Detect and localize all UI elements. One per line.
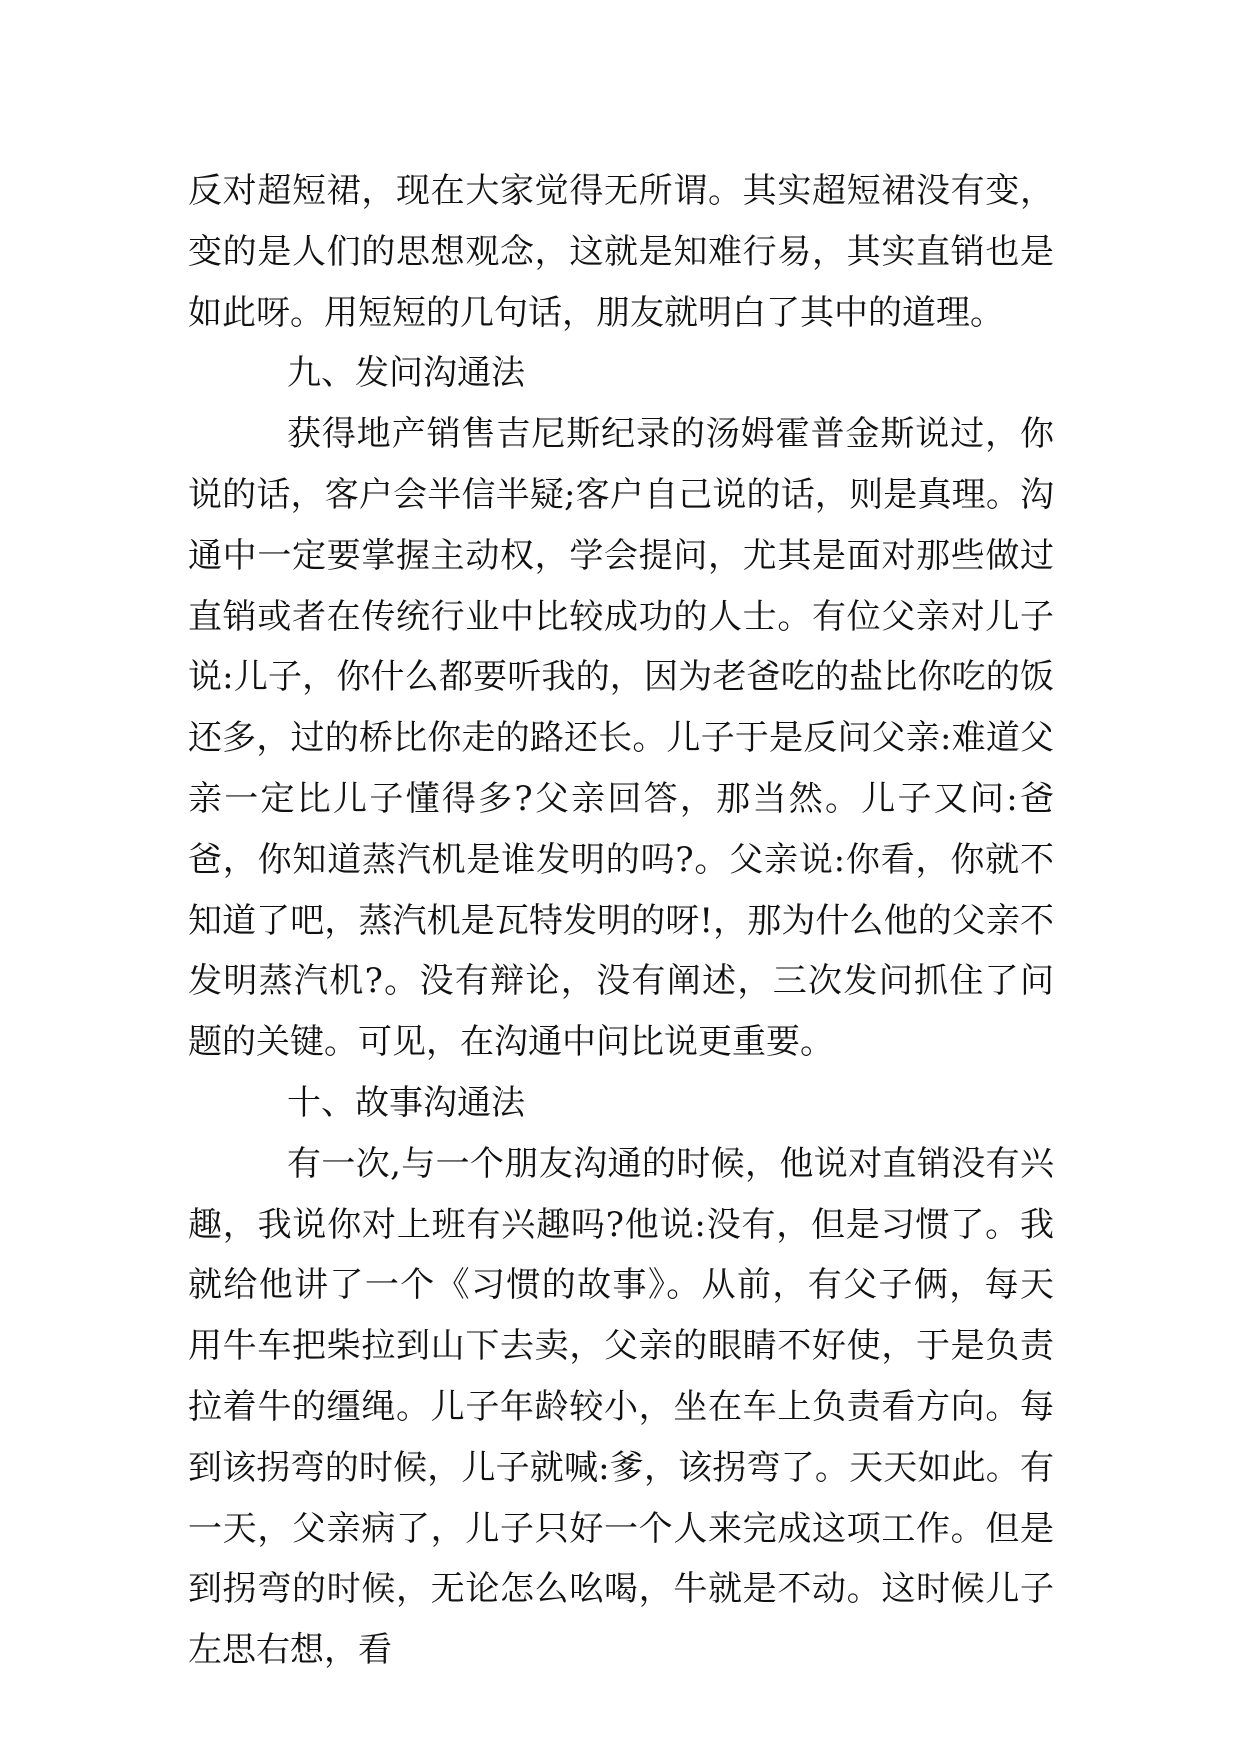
section-heading-10: 十、故事沟通法 — [287, 1082, 525, 1123]
paragraph-story: 有一次,与一个朋友沟通的时候，他说对直销没有兴趣，我说你对上班有兴趣吗?他说:没有，但是习惯了。我就给他讲了一个《习惯的故事》。从前，有父子俩，每天用牛车把柴拉到山下去卖，父亲的眼睛不好使，于是负责拉着牛的缰绳。儿子年龄较小，坐在车上负责看方向。每到该拐弯的时候，儿子就喊:爹，该拐弯了。天天如此。有一天，父亲病了，儿子只好一个人来完成这项工作。但是到拐弯的时候，无论怎么吆喝，牛就是不动。这时候儿子左思右想，看 — [188, 1143, 1054, 1671]
paragraph-continuation: 反对超短裙，现在大家觉得无所谓。其实超短裙没有变，变的是人们的思想观念，这就是知难行易，其实直销也是如此呀。用短短的几句话，朋友就明白了其中的道理。 — [188, 171, 1054, 333]
paragraph-questioning: 获得地产销售吉尼斯纪录的汤姆霍普金斯说过，你说的话，客户会半信半疑;客户自己说的话，则是真理。沟通中一定要掌握主动权，学会提问，尤其是面对那些做过直销或者在传统行业中比较成功的人士。有位父亲对儿子说:儿子，你什么都要听我的，因为老爸吃的盐比你吃的饭还多，过的桥比你走的路还长。儿子于是反问父亲:难道父亲一定比儿子懂得多?父亲回答，那当然。儿子又问:爸爸，你知道蒸汽机是谁发明的吗?。父亲说:你看，你就不知道了吧，蒸汽机是瓦特发明的呀!，那为什么他的父亲不发明蒸汽机?。没有辩论，没有阐述，三次发问抓住了问题的关键。可见，在沟通中问比说更重要。 — [188, 414, 1055, 1063]
section-heading-9: 九、发问沟通法 — [287, 353, 525, 394]
document-body — [188, 161, 1054, 1681]
